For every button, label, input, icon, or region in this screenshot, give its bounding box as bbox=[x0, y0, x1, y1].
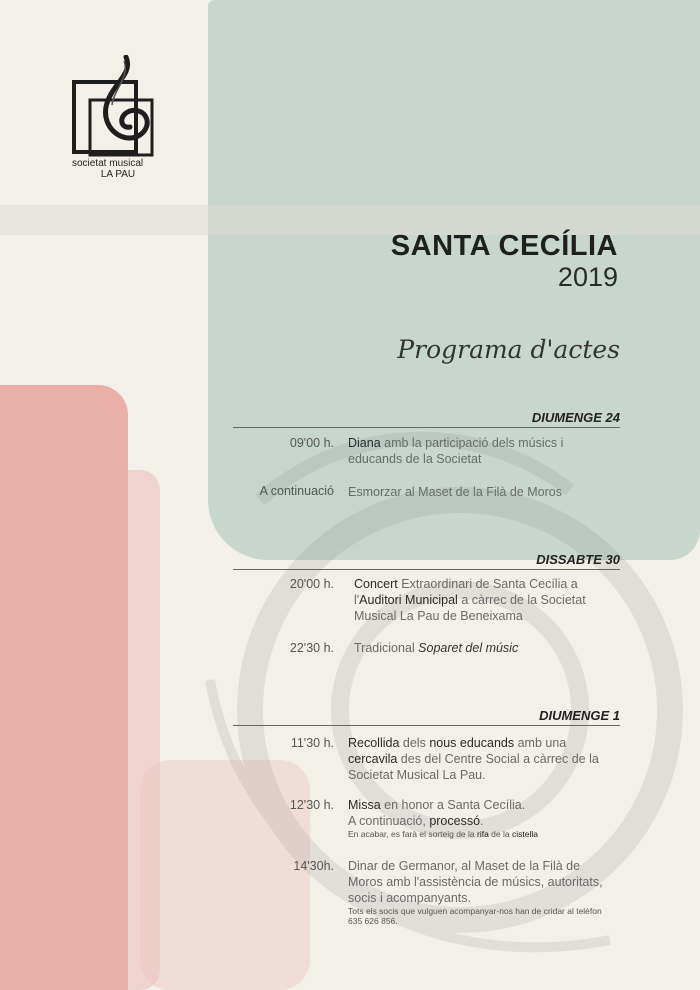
event-time: 12'30 h. bbox=[289, 798, 334, 812]
event-text: amb una bbox=[514, 736, 567, 750]
event-description bbox=[354, 640, 624, 656]
event-highlight: cercavila bbox=[348, 752, 398, 766]
event-time: A continuació bbox=[259, 484, 334, 498]
page-subtitle: Programa d'actes bbox=[397, 335, 620, 364]
note-highlight: cistella bbox=[511, 829, 538, 839]
event-description bbox=[348, 735, 618, 783]
event-description bbox=[348, 858, 613, 926]
event-note: Tots els socis que vulguen acompanyar-nos han de cridar al telèfon 635 626 856. bbox=[348, 906, 602, 926]
event-text: A continuació, bbox=[348, 814, 430, 828]
event-description bbox=[348, 797, 618, 839]
event-text: Extraordinari de Santa Cecília a l' bbox=[354, 577, 578, 607]
event-time: 20'00 h. bbox=[289, 577, 334, 591]
event-text: Tradicional bbox=[354, 641, 419, 655]
page-title: SANTA CECÍLIA bbox=[390, 230, 618, 262]
event-highlight: processó bbox=[429, 814, 481, 828]
event-highlight: Recollida bbox=[348, 736, 400, 750]
event-highlight: Missa bbox=[348, 798, 381, 812]
event-time: 22'30 h. bbox=[289, 641, 334, 655]
event-text: Dinar de Germanor, al Maset de la Filà de Moros amb l'assistència de músics, autoritats, socis i acompanyants. bbox=[348, 859, 603, 905]
event-time: 14'30h. bbox=[293, 859, 334, 873]
event-note bbox=[348, 829, 618, 839]
day-heading: DISSABTE 30 bbox=[233, 552, 620, 570]
day-heading: DIUMENGE 1 bbox=[233, 708, 620, 726]
event-text: amb la participació dels músics i educands de la Societat bbox=[348, 436, 564, 466]
event-highlight: Auditori Municipal bbox=[359, 593, 458, 607]
event-text: dels bbox=[399, 736, 430, 750]
event-text: . bbox=[480, 814, 484, 828]
event-highlight: Diana bbox=[348, 436, 381, 450]
event-time: 11'30 h. bbox=[290, 736, 334, 750]
note-text: En acabar, es farà el sorteig de la bbox=[348, 829, 477, 839]
event-emphasis: Soparet del músic bbox=[418, 641, 519, 655]
event-highlight: Concert bbox=[354, 577, 398, 591]
event-description bbox=[354, 576, 624, 624]
event-description: Esmorzar al Maset de la Filà de Moros bbox=[348, 485, 562, 499]
event-text: des del Centre Social a càrrec de la Societat Musical La Pau. bbox=[348, 752, 599, 782]
event-text: en honor a Santa Cecília. bbox=[380, 798, 526, 812]
page-year: 2019 bbox=[557, 262, 618, 292]
event-text: a càrrec de la Societat Musical La Pau de Beneixama bbox=[354, 593, 586, 623]
event-time: 09'00 h. bbox=[289, 436, 334, 450]
event-highlight: nous educands bbox=[429, 736, 515, 750]
logo-name-line2: LA PAU bbox=[100, 169, 136, 180]
logo-name-line1: societat musical bbox=[72, 158, 144, 169]
note-text: de la bbox=[488, 829, 512, 839]
note-highlight: rifa bbox=[477, 829, 489, 839]
event-description bbox=[348, 435, 618, 467]
day-heading: DIUMENGE 24 bbox=[233, 410, 620, 428]
